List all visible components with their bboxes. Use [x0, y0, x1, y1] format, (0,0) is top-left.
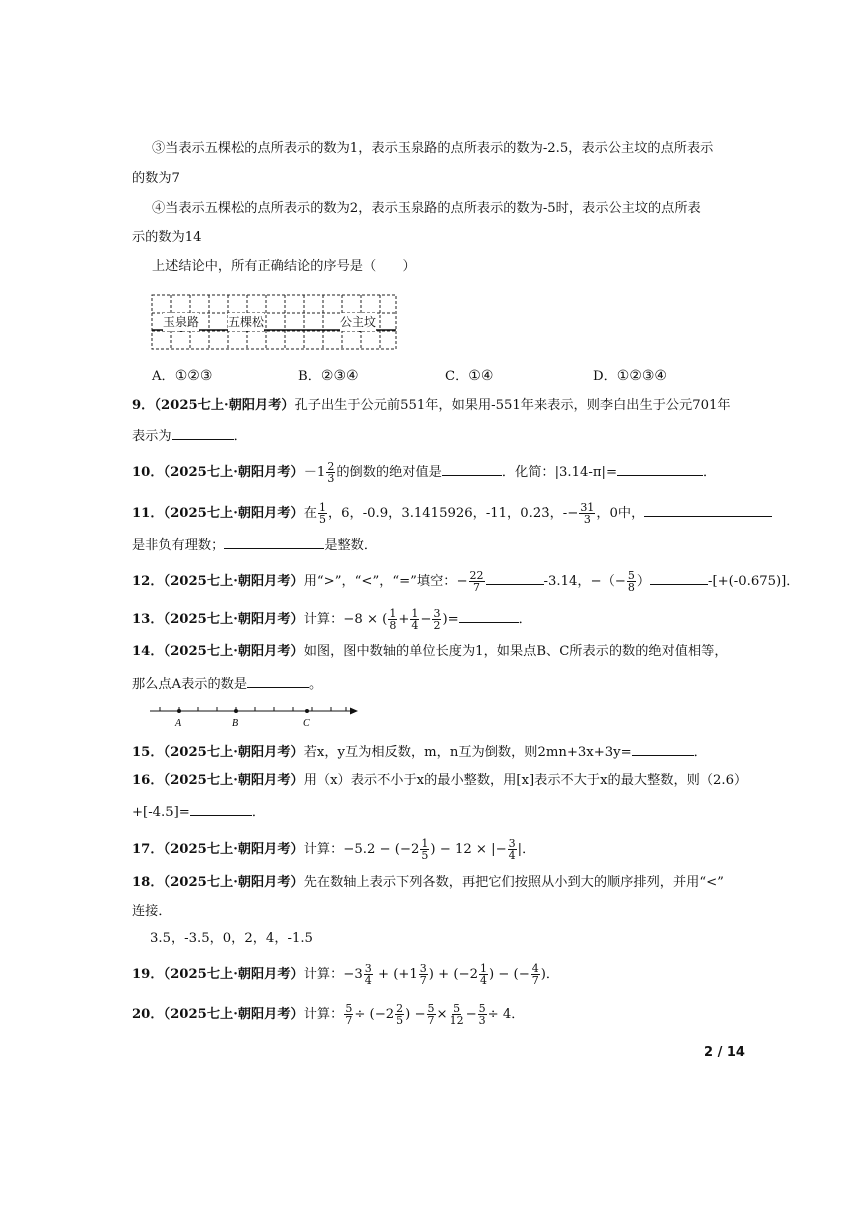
fraction: $\frac{5}{7}$: [427, 1002, 435, 1027]
question-9-line2: 表示为 ．: [132, 426, 247, 446]
source-tag: （2025七上·朝阳月考）: [163, 574, 304, 589]
option-a[interactable]: A．①②③: [152, 368, 213, 384]
source-tag: （2025七上·朝阳月考）: [163, 745, 304, 760]
page-number: 2 / 14: [704, 1045, 745, 1060]
fraction: $\frac{5}{12}$: [449, 1002, 464, 1027]
question-12: 12．（2025七上·朝阳月考）用“>”，“<”，“=”填空：− $\frac{22}{7}$ -3.14，−（− $\frac{5}{8}$ ） -[+(-0.675)]．: [132, 569, 800, 594]
answer-blank[interactable]: [190, 802, 252, 816]
answer-blank[interactable]: [486, 571, 544, 585]
source-tag: （2025七上·朝阳月考）: [163, 644, 304, 659]
question-13: 13．（2025七上·朝阳月考）计算：−8 × ( $\frac{1}{8}$ + $\frac{1}{4}$ − $\frac{3}{2}$ )= ．: [132, 607, 532, 632]
q14-number-line: [148, 702, 362, 730]
option-b[interactable]: B．②③④: [298, 368, 359, 384]
question-14-line2: 那么点A表示的数是 。: [132, 674, 322, 694]
label-wukesong: 五棵松: [228, 315, 265, 329]
fraction: $\frac{3}{4}$: [364, 962, 372, 987]
question-16: 16．（2025七上·朝阳月考）用（x）表示不小于x的最小整数，用[x]表示不大于x的最大整数，则（2.6）: [132, 773, 748, 788]
label-gongzhufen: 公主坟: [340, 315, 377, 329]
fraction: $\frac{3}{2}$: [433, 607, 441, 632]
question-20: 20．（2025七上·朝阳月考）计算： $\frac{5}{7}$ ÷ (−2 $\frac{2}{5}$ ) − $\frac{5}{7}$ × $\frac{5}{12}$ − $\frac{5}{3}$ ÷ 4．: [132, 1002, 525, 1027]
answer-blank[interactable]: [650, 571, 708, 585]
fraction: $\frac{5}{7}$: [345, 1002, 353, 1027]
point-b: [234, 709, 238, 713]
q8-item3-line1: ③当表示五棵松的点所表示的数为1，表示玉泉路的点所表示的数为-2.5，表示公主坟的点所表示: [152, 141, 714, 156]
question-18-line2: 连接．: [132, 904, 172, 919]
point-c: [305, 709, 309, 713]
option-d[interactable]: D．①②③④: [593, 368, 667, 384]
fraction: $\frac{1}{4}$: [411, 607, 419, 632]
answer-blank[interactable]: [459, 609, 519, 623]
answer-blank[interactable]: [632, 742, 694, 756]
question-17: 17．（2025七上·朝阳月考）计算：−5.2 − (−2 $\frac{1}{5}$ ) − 12 × |− $\frac{3}{4}$ |．: [132, 837, 536, 862]
source-tag: （2025七上·朝阳月考）: [163, 967, 304, 982]
question-15: 15．（2025七上·朝阳月考）若x，y互为相反数，m，n互为倒数，则2mn+3x+3y= ．: [132, 742, 707, 762]
answer-blank[interactable]: [247, 674, 309, 688]
answer-blank[interactable]: [617, 462, 703, 476]
answer-blank[interactable]: [442, 462, 502, 476]
question-18-numbers: 3.5，-3.5，0，2，4，-1.5: [150, 931, 313, 946]
answer-blank[interactable]: [644, 503, 772, 517]
source-tag: （2025七上·朝阳月考）: [163, 773, 304, 788]
q8-prompt: 上述结论中，所有正确结论的序号是（ ）: [152, 259, 416, 274]
fraction: $\frac{1}{5}$: [318, 501, 326, 526]
fraction: $\frac{5}{3}$: [478, 1002, 486, 1027]
point-a: [177, 709, 181, 713]
source-tag: （2025七上·朝阳月考）: [163, 842, 304, 857]
q8-item3-line2: 的数为7: [132, 171, 180, 186]
fraction: $\frac{3}{4}$: [508, 837, 516, 862]
fraction: $\frac{22}{7}$: [469, 569, 484, 594]
source-tag: （2025七上·朝阳月考）: [163, 465, 304, 480]
fraction: $\frac{1}{5}$: [421, 837, 429, 862]
question-18: 18．（2025七上·朝阳月考）先在数轴上表示下列各数，再把它们按照从小到大的顺序排列，并用“<”: [132, 875, 724, 890]
fraction: $\frac{3}{7}$: [419, 962, 427, 987]
question-14: 14．（2025七上·朝阳月考）如图，图中数轴的单位长度为1，如果点B、C所表示的数的绝对值相等，: [132, 644, 728, 659]
source-tag: （2025七上·朝阳月考）: [163, 506, 304, 521]
source-tag: （2025七上·朝阳月考）: [154, 398, 295, 413]
q8-item4-line2: 示的数为14: [132, 230, 202, 245]
question-9: 9．（2025七上·朝阳月考）孔子出生于公元前551年，如果用-551年来表示，则李白出生于公元701年: [132, 398, 731, 413]
question-16-line2: +[-4.5]= ．: [132, 802, 265, 822]
label-a: A: [175, 718, 182, 729]
label-b: B: [232, 718, 239, 729]
fraction: $\frac{2}{5}$: [396, 1002, 404, 1027]
fraction: $\frac{5}{8}$: [627, 569, 635, 594]
question-10: 10．（2025七上·朝阳月考）－1 $\frac{2}{3}$ 的倒数的绝对值是 ．化简：|3.14-π|= ．: [132, 460, 717, 485]
question-11: 11．（2025七上·朝阳月考）在 $\frac{1}{5}$ ，6，-0.9，3.1415926，-11，0.2̇3̇，-− $\frac{31}{3}$ ，0中，: [132, 502, 772, 525]
source-tag: （2025七上·朝阳月考）: [163, 875, 304, 890]
fraction: $\frac{4}{7}$: [531, 962, 539, 987]
source-tag: （2025七上·朝阳月考）: [163, 1007, 304, 1022]
fraction: $\frac{2}{3}$: [327, 460, 335, 485]
question-19: 19．（2025七上·朝阳月考）计算：−3 $\frac{3}{4}$ + (+1 $\frac{3}{7}$ ) + (−2 $\frac{1}{4}$ ) − (− $\frac{4}{7}$ )．: [132, 962, 560, 987]
option-c[interactable]: C．①④: [445, 368, 494, 384]
answer-blank[interactable]: [172, 426, 234, 440]
source-tag: （2025七上·朝阳月考）: [163, 612, 304, 627]
question-11-line2: 是非负有理数； 是整数．: [132, 535, 377, 555]
answer-blank[interactable]: [224, 535, 324, 549]
label-yuquanlu: 玉泉路: [163, 315, 200, 329]
q8-item4-line1: ④当表示五棵松的点所表示的数为2，表示玉泉路的点所表示的数为-5时，表示公主坟的点所表: [152, 201, 701, 216]
fraction: $\frac{31}{3}$: [580, 501, 595, 526]
fraction: $\frac{1}{8}$: [389, 607, 397, 632]
label-c: C: [303, 718, 310, 729]
fraction: $\frac{1}{4}$: [479, 962, 487, 987]
